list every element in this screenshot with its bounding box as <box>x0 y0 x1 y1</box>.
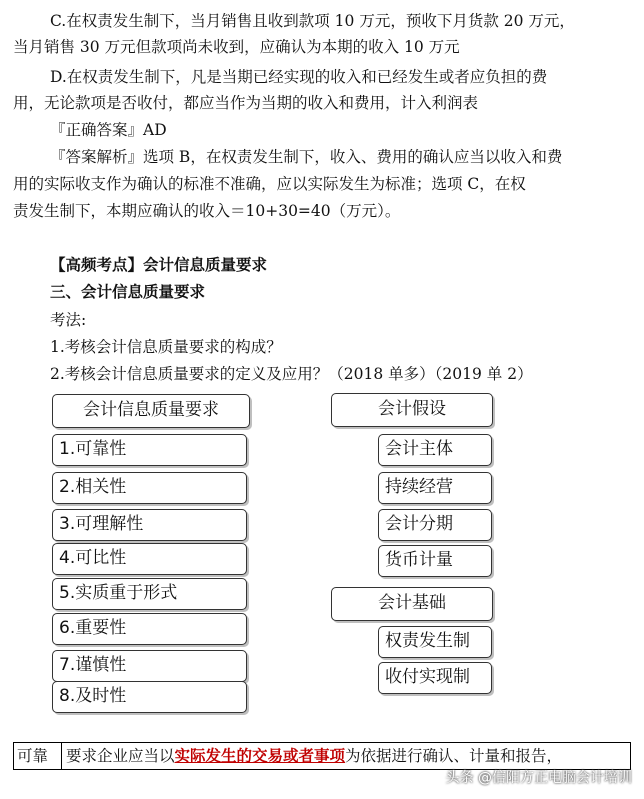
exam-point-1: 1.考核会计信息质量要求的构成？ <box>50 338 282 356</box>
analysis-line-2: 用的实际收支作为确认的标准不准确，应以实际发生为标准；选项 C，在权 <box>13 175 526 193</box>
quality-item-reliability: 1.可靠性 <box>52 434 247 466</box>
quality-item-materiality: 6.重要性 <box>52 613 247 645</box>
definition-text-after: 为依据进行确认、计量和报告， <box>345 747 563 765</box>
option-d-line-2: 用，无论款项是否收付，都应当作为当期的收入和费用，计入利润表 <box>13 94 479 112</box>
basis-cash: 收付实现制 <box>378 662 492 694</box>
assumption-going-concern: 持续经营 <box>378 472 492 504</box>
exam-point-2: 2.考核会计信息质量要求的定义及应用？（2018 单多）（2019 单 2） <box>50 365 533 383</box>
option-c-line-2: 当月销售 30 万元但款项尚未收到，应确认为本期的收入 10 万元 <box>13 38 460 56</box>
definition-term: 可靠 <box>14 743 62 769</box>
exam-points-label: 考法: <box>50 311 87 329</box>
section-title: 三、会计信息质量要求 <box>50 282 206 301</box>
assumption-monetary-measurement: 货币计量 <box>378 545 492 577</box>
correct-answer: 『正确答案』AD <box>50 121 167 139</box>
definition-table <box>13 742 631 770</box>
quality-item-relevance: 2.相关性 <box>52 472 247 504</box>
quality-item-understandability: 3.可理解性 <box>52 509 247 541</box>
analysis-line-3: 责发生制下，本期应确认的收入＝10+30=40（万元）。 <box>13 202 401 220</box>
analysis-line-1: 『答案解析』选项 B，在权责发生制下，收入、费用的确认应当以收入和费 <box>50 148 563 166</box>
definition-text <box>62 743 562 769</box>
quality-requirements-header-box: 会计信息质量要求 <box>52 394 250 428</box>
hot-point-heading: 【高频考点】会计信息质量要求 <box>50 255 268 274</box>
quality-item-substance-over-form: 5.实质重于形式 <box>52 578 247 610</box>
quality-item-timeliness: 8.及时性 <box>52 681 247 713</box>
quality-item-prudence: 7.谨慎性 <box>52 650 247 682</box>
assumption-accounting-period: 会计分期 <box>378 509 492 541</box>
accounting-assumptions-header-box: 会计假设 <box>331 393 493 427</box>
basis-accrual: 权责发生制 <box>378 626 492 658</box>
quality-item-comparability: 4.可比性 <box>52 543 247 575</box>
definition-highlight: 实际发生的交易或者事项 <box>174 746 346 765</box>
accounting-basis-header-box: 会计基础 <box>331 587 493 621</box>
option-d-line-1: D.在权责发生制下，凡是当期已经实现的收入和已经发生或者应负担的费 <box>50 68 548 86</box>
assumption-accounting-entity: 会计主体 <box>378 434 492 466</box>
definition-text-before: 要求企业应当以 <box>66 747 175 765</box>
watermark: 头条 @信阳方正电脑会计培训 <box>445 770 632 786</box>
option-c-line-1: C.在权责发生制下，当月销售且收到款项 10 万元，预收下月货款 20 万元， <box>50 12 575 30</box>
